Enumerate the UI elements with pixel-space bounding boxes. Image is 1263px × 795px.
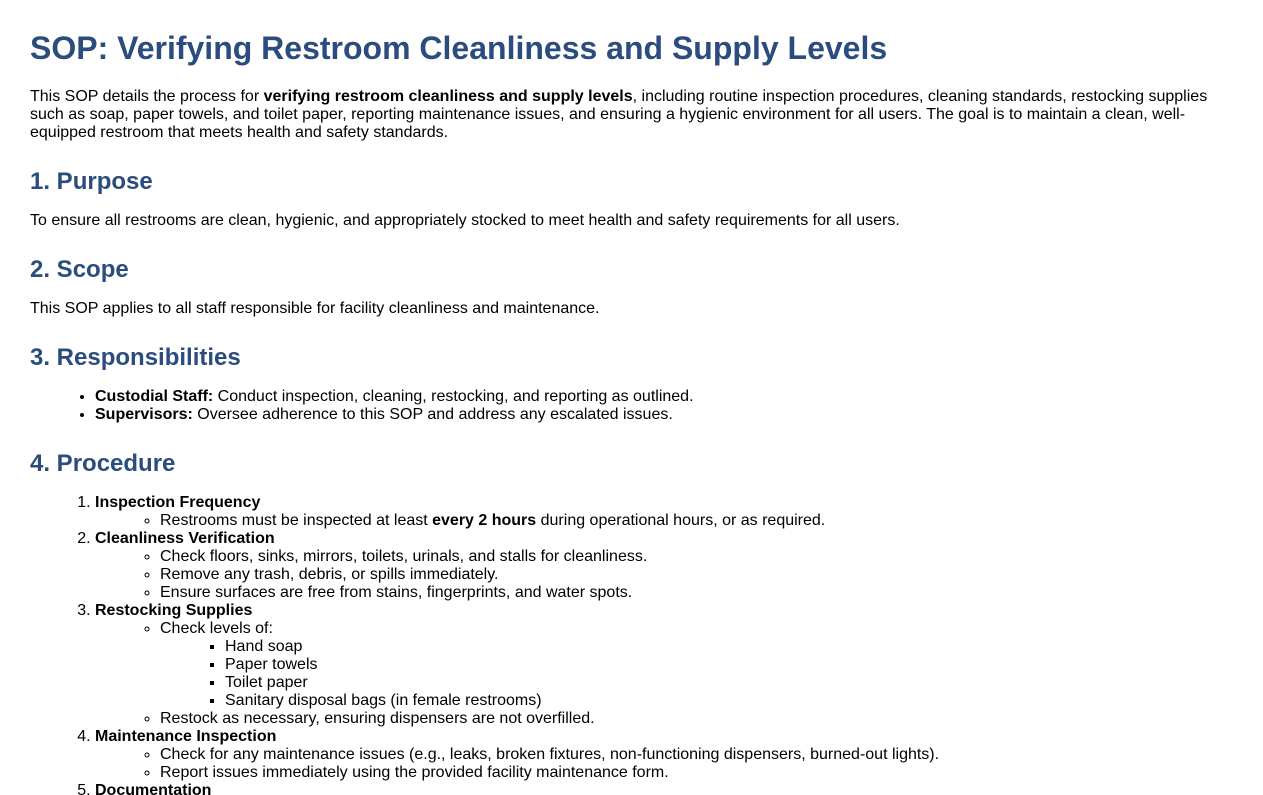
step-substeps — [95, 512, 1233, 530]
procedure-step — [95, 530, 1233, 602]
procedure-step — [95, 602, 1233, 728]
list-item: ◦ Restock as necessary, ensuring dispensers are not overfilled. — [160, 710, 1233, 728]
supply-item: ▪ Toilet paper — [225, 674, 1233, 692]
list-item: ◦ Report issues immediately using the provided facility maintenance form. — [160, 764, 1233, 782]
list-item: ◦ Ensure surfaces are free from stains, fingerprints, and water spots. — [160, 584, 1233, 602]
substep-text: Check levels of: — [160, 620, 273, 637]
role-label: Custodial Staff: — [95, 388, 214, 405]
list-item — [160, 620, 1233, 710]
purpose-text: To ensure all restrooms are clean, hygienic, and appropriately stocked to meet health and safety requirements for all users. — [30, 212, 900, 229]
list-item: ◦ Check for any maintenance issues (e.g., leaks, broken fixtures, non-functioning dispensers, burned-out lights). — [160, 746, 1233, 764]
intro-text: This SOP details the process for — [30, 88, 264, 105]
substep-text-continued: during operational hours, or as required. — [536, 512, 826, 529]
supplies-list — [160, 638, 1233, 710]
scope-heading: 2. Scope — [30, 256, 129, 283]
intro-emphasis: verifying restroom cleanliness and supply levels — [263, 88, 633, 105]
page-title: SOP: Verifying Restroom Cleanliness and Supply Levels — [30, 30, 888, 66]
role-description: Conduct inspection, cleaning, restocking, and reporting as outlined. — [213, 388, 694, 405]
procedure-step — [95, 728, 1233, 782]
substep-text: Restrooms must be inspected at least — [160, 512, 433, 529]
responsibilities-list — [30, 388, 1233, 424]
supply-item: ▪ Hand soap — [225, 638, 1233, 656]
scope-text: This SOP applies to all staff responsible for facility cleanliness and maintenance. — [30, 300, 600, 317]
role-label: Supervisors: — [95, 406, 193, 423]
list-item: ◦ Check floors, sinks, mirrors, toilets, urinals, and stalls for cleanliness. — [160, 548, 1233, 566]
procedure-list — [30, 494, 1233, 795]
step-title: Maintenance Inspection — [95, 728, 277, 745]
step-title: Cleanliness Verification — [95, 530, 275, 547]
step-substeps — [95, 746, 1233, 782]
list-item: ◦ Remove any trash, debris, or spills immediately. — [160, 566, 1233, 584]
role-description: Oversee adherence to this SOP and address any escalated issues. — [192, 406, 673, 423]
intro-paragraph — [30, 88, 1233, 142]
list-item — [95, 406, 1233, 424]
supply-item: ▪ Paper towels — [225, 656, 1233, 674]
procedure-step — [95, 494, 1233, 530]
intro-text-continued: , including routine inspection procedures, cleaning standards, restocking supplies such as soap, paper towels, and toilet paper, reporting maintenance issues, and ensuring a hygienic environment for all users. The goal is to maintain a clean, well-equipped restroom that meets health and safety standards. — [30, 88, 1208, 141]
procedure-heading: 4. Procedure — [30, 450, 176, 477]
step-substeps — [95, 548, 1233, 602]
step-title: Inspection Frequency — [95, 494, 261, 511]
list-item — [95, 388, 1233, 406]
step-title: Restocking Supplies — [95, 602, 253, 619]
responsibilities-heading: 3. Responsibilities — [30, 344, 241, 371]
list-item — [160, 512, 1233, 530]
procedure-step — [95, 782, 1233, 795]
step-substeps — [95, 620, 1233, 728]
purpose-heading: 1. Purpose — [30, 168, 153, 195]
step-title: Documentation — [95, 782, 212, 795]
substep-emphasis: every 2 hours — [432, 512, 537, 529]
supply-item: ▪ Sanitary disposal bags (in female restrooms) — [225, 692, 1233, 710]
